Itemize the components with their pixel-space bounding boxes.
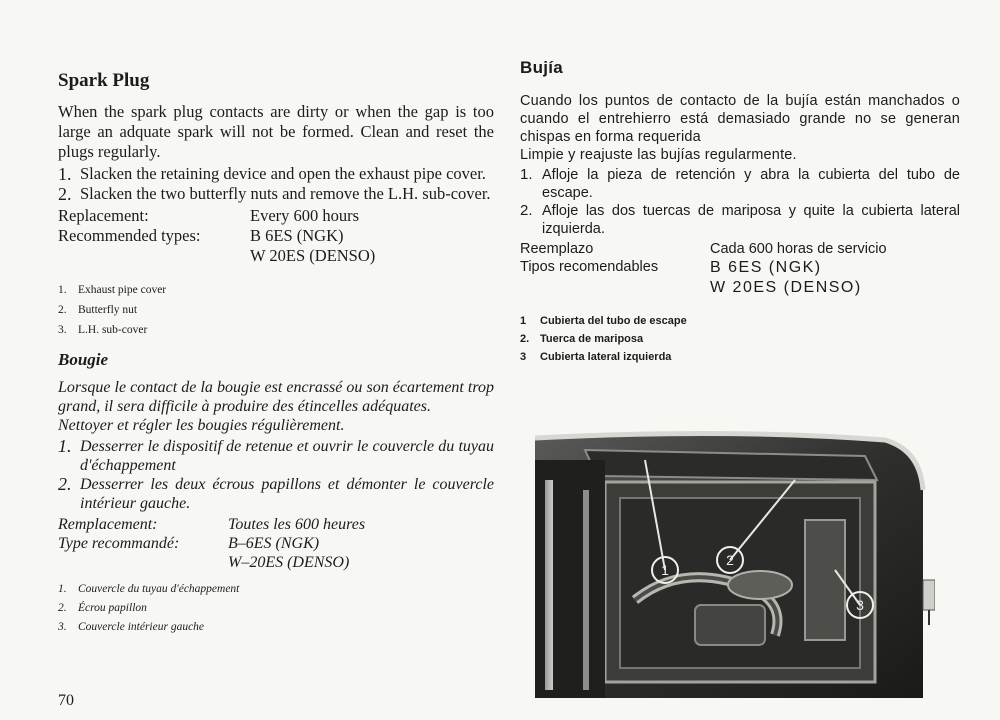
legend-item: 3. L.H. sub-cover: [58, 324, 148, 336]
right-column: [520, 58, 960, 366]
types-value-denso: W 20ES (DENSO): [710, 279, 862, 296]
french-step-2: [58, 475, 494, 513]
spanish-step-1: [520, 166, 960, 202]
english-steps: [58, 164, 494, 204]
types-label: Recommended types:: [58, 226, 201, 245]
types-label: Tipos recomendables: [520, 259, 659, 275]
legend-item: 2. Tuerca de mariposa: [520, 333, 644, 345]
spanish-intro: [520, 92, 960, 164]
step-text: Desserrer le dispositif de retenue et ouvrir le couvercle du tuyau d'échappement: [80, 438, 494, 474]
types-value-ngk: B 6ES (NGK): [710, 259, 822, 276]
french-intro: [58, 378, 494, 435]
step-number: 1.: [58, 164, 72, 184]
spanish-steps: [520, 166, 960, 238]
english-spec-table: [58, 206, 494, 266]
legend-item: 1 Cubierta del tubo de escape: [520, 315, 687, 327]
types-value-denso: W 20ES (DENSO): [250, 246, 376, 265]
spanish-legend: [520, 312, 960, 366]
step-text: Afloje las dos tuercas de mariposa y quite la cubierta lateral izquierda.: [542, 203, 960, 237]
callout-3: 3: [856, 597, 864, 613]
replacement-label: Reemplazo: [520, 241, 594, 257]
replacement-value: Toutes les 600 heures: [228, 516, 366, 533]
types-value-denso: W–20ES (DENSO): [228, 554, 350, 571]
callout-1: 1: [661, 562, 669, 578]
english-step-2: [58, 184, 494, 204]
step-text: Desserrer les deux écrous papillons et démonter le couvercle intérieur gauche.: [80, 476, 494, 512]
english-title: Spark Plug: [58, 70, 150, 91]
step-text: Slacken the retaining device and open the exhaust pipe cover.: [80, 164, 486, 183]
french-step-1: [58, 437, 494, 475]
french-legend: [58, 580, 494, 637]
replacement-label: Remplacement:: [58, 516, 158, 533]
step-number: 2.: [58, 474, 72, 494]
left-column: [58, 62, 494, 637]
types-label: Type recommandé:: [58, 535, 180, 552]
replacement-value: Cada 600 horas de servicio: [710, 241, 887, 257]
legend-item: 1. Exhaust pipe cover: [58, 284, 167, 296]
spanish-step-2: [520, 202, 960, 238]
legend-item: 3 Cubierta lateral izquierda: [520, 351, 672, 363]
french-intro-2: Nettoyer et régler les bougies régulièrement.: [58, 417, 345, 434]
french-intro-1: Lorsque le contact de la bougie est encrassé ou son écartement trop grand, il sera difficile à produire des étincelles adéquates.: [58, 379, 494, 415]
step-number: 1.: [58, 436, 72, 456]
step-text: Afloje la pieza de retención y abra la cubierta del tubo de escape.: [542, 167, 960, 201]
page-number: 70: [58, 692, 74, 709]
english-legend: [58, 280, 494, 340]
english-section: [58, 70, 494, 340]
spanish-title: Bujía: [520, 58, 564, 77]
callout-2: 2: [726, 552, 734, 568]
spanish-spec-table: [520, 240, 960, 298]
step-number: 2.: [58, 184, 72, 204]
english-step-1: [58, 164, 494, 184]
french-section: [58, 350, 494, 637]
spanish-section: [520, 58, 960, 366]
step-text: Slacken the two butterfly nuts and remove the L.H. sub-cover.: [80, 184, 491, 203]
step-number: 1.: [520, 166, 533, 183]
spanish-intro-2: Limpie y reajuste las bujías regularmente.: [520, 147, 797, 163]
types-value-ngk: B 6ES (NGK): [250, 226, 344, 245]
french-title: Bougie: [58, 350, 109, 369]
engine-photo-drawing: [525, 420, 935, 698]
legend-item: 2. Écrou papillon: [58, 602, 147, 614]
legend-item: 2. Butterfly nut: [58, 304, 138, 316]
engine-photo: [525, 420, 935, 698]
french-spec-table: [58, 515, 494, 572]
spanish-intro-1: Cuando los puntos de contacto de la bujía están manchados o cuando el entrehierro está demasiado grande no se generan chispas en forma requerida: [520, 93, 960, 145]
types-value-ngk: B–6ES (NGK): [228, 535, 320, 552]
replacement-value: Every 600 hours: [250, 206, 360, 225]
legend-item: 3. Couvercle intérieur gauche: [58, 621, 205, 633]
replacement-label: Replacement:: [58, 206, 149, 225]
legend-item: 1. Couvercle du tuyau d'échappement: [58, 583, 240, 595]
step-number: 2.: [520, 202, 533, 219]
english-intro: When the spark plug contacts are dirty or when the gap is too large an adquate spark will not be formed. Clean and reset the plugs regularly.: [58, 102, 494, 161]
french-steps: [58, 437, 494, 513]
